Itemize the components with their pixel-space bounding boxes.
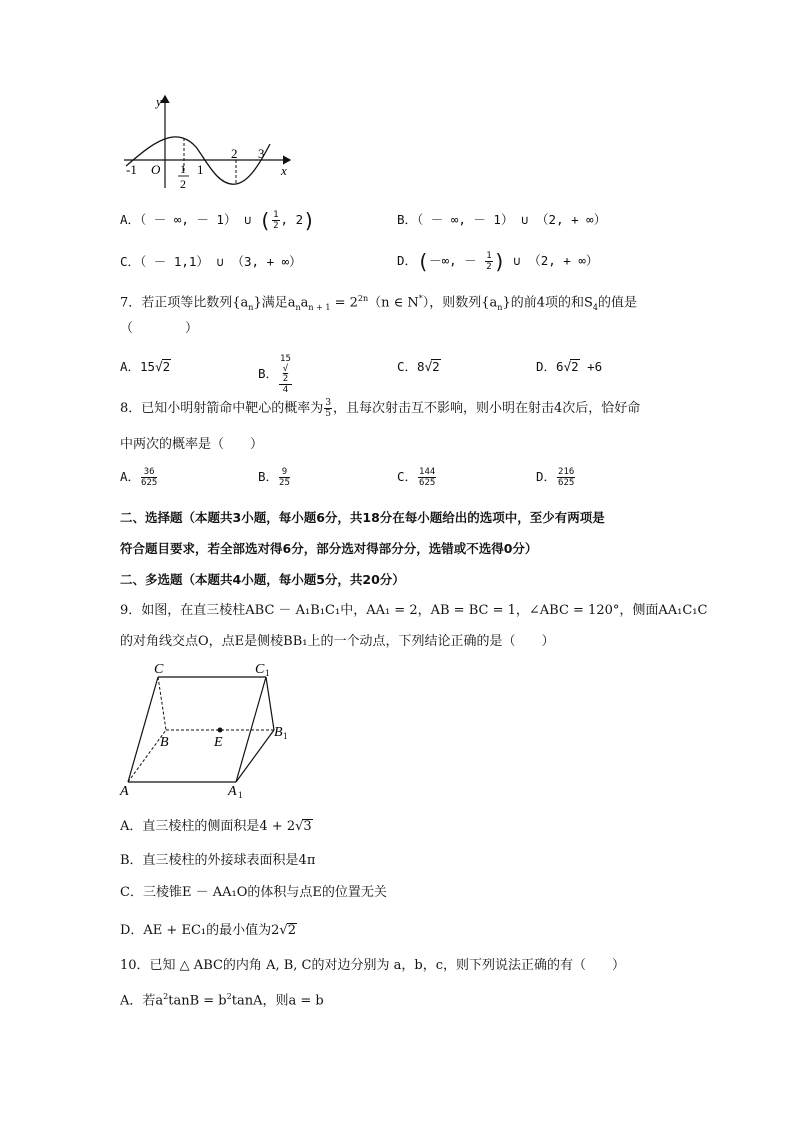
q7-stem [120, 290, 637, 317]
option-text: +6 [579, 359, 603, 374]
q9-option-a: A．直三棱柱的侧面积是4 + 2√3 [120, 819, 312, 834]
q9-stem [120, 602, 707, 620]
q7-option-a: A．15√2 [120, 359, 171, 374]
section-text: 二、选择题（本题共3小题，每小题6分，共18分在每小题给出的选项中，至少有两项是 [120, 510, 605, 525]
label-B1: B [274, 725, 283, 740]
label-sub1: 1 [265, 668, 270, 678]
radicand: 2 [162, 359, 171, 374]
option-letter: A． [120, 212, 141, 227]
q8-stem-line2 [120, 436, 263, 454]
option-text: tanA，则a = b [231, 993, 324, 1009]
q6-option-b [397, 211, 606, 229]
superscript: 2 [226, 992, 232, 1001]
stem-part: 7．若正项等比数列{a [120, 295, 249, 311]
edge-A1B1 [236, 730, 274, 782]
radicand: 3 [303, 819, 312, 834]
q7-option-b [258, 354, 293, 395]
tick-neg1: -1 [126, 162, 137, 177]
y-label: y [156, 94, 162, 109]
option-letter: D． [536, 359, 557, 374]
edge-CA [128, 677, 158, 782]
stem-part: 的对角线交点O，点E是侧棱BB₁上的一个动点，下列结论正确的是（ ） [120, 634, 555, 649]
label-E: E [214, 735, 223, 750]
frac-num: 36 [141, 467, 157, 478]
section-header-choice-line2 [120, 539, 537, 557]
prism-figure [116, 660, 296, 800]
fraction [324, 398, 332, 419]
frac-num: 144 [419, 467, 436, 477]
frac-num: 15 √ 2 [280, 354, 291, 384]
q8-option-d [536, 467, 576, 488]
option-text: , 2 [280, 212, 304, 227]
fraction [279, 467, 290, 488]
label-sub1: 1 [238, 790, 243, 800]
fraction [279, 354, 292, 395]
superscript: 2n [357, 294, 369, 303]
q8-option-a [120, 467, 158, 488]
frac-den: 2 [273, 221, 279, 231]
section-text: 符合题目要求，若全部选对得6分，部分选对得部分分，选错或不选得0分） [120, 541, 538, 556]
subscript: n [497, 302, 503, 312]
option-text: tanB = b [168, 993, 227, 1009]
stem-part: }满足a [253, 295, 296, 311]
frac-num: 3 [325, 398, 332, 408]
subscript: n + 1 [308, 302, 331, 312]
coef: 8 [417, 359, 425, 374]
fraction [557, 467, 575, 488]
stem-part: a [300, 295, 309, 311]
label-A: A [120, 784, 129, 799]
stem-part: 的值是 [598, 295, 638, 311]
option-letter: A． [120, 359, 141, 374]
option-letter: C． [397, 359, 418, 374]
option-text: D．AE + EC₁的最小值为2 [120, 923, 280, 938]
label-C: C [154, 662, 164, 677]
frac-num: 1 [273, 210, 279, 220]
tick-1: 1 [197, 162, 204, 177]
option-text: A．直三棱柱的侧面积是4 + 2 [120, 819, 296, 834]
option-letter: B． [397, 212, 418, 227]
paren-left: ( [417, 249, 430, 274]
q6-option-a [120, 210, 315, 231]
paren-right: ) [493, 249, 506, 274]
tick-3: 3 [258, 146, 265, 161]
option-text: （ － 1,1） ∪ （3, + ∞） [140, 254, 302, 269]
q8-option-b [258, 467, 291, 488]
option-letter: B． [258, 366, 279, 381]
option-text: （ － ∞, － 1） ∪ （2, + ∞） [417, 212, 607, 227]
coef: 15 [280, 354, 291, 364]
frac-den: 625 [419, 478, 436, 488]
subscript: 4 [592, 302, 598, 312]
q8-stem [120, 398, 640, 419]
radicand: 2 [282, 374, 289, 384]
option-letter: D． [536, 469, 557, 484]
frac-num: 216 [558, 467, 575, 477]
frac-num: 1 [486, 251, 492, 261]
stem-part: ，且每次射击互不影响，则小明在射击4次后，恰好命 [333, 401, 641, 416]
stem-part: = 2 [330, 295, 358, 311]
tick-half-den: 2 [180, 177, 186, 191]
edge-C1B1 [266, 677, 274, 730]
tick-half-num: 1 [180, 162, 186, 176]
stem-part: }的前4项的和S [502, 295, 593, 311]
frac-den: 5 [325, 409, 332, 419]
option-letter: D． [397, 253, 418, 268]
option-text: （ － ∞, － 1） ∪ [140, 212, 260, 227]
coef: 15 [140, 359, 156, 374]
option-text: B．直三棱柱的外接球表面积是4π [120, 853, 316, 868]
section-text: 二、多选题（本题共4小题，每小题5分，共20分） [120, 572, 405, 587]
stem-part: 中两次的概率是（ ） [120, 437, 264, 452]
section-header-multi [120, 570, 405, 588]
frac-den: 25 [279, 478, 290, 488]
stem-part: 10．已知 △ ABC的内角 A, B, C的对边分别为 a，b，c，则下列说法正确的有（ ） [120, 958, 625, 973]
paren-left: ( [259, 208, 272, 233]
point-E [218, 728, 223, 733]
q7-option-c: C．8√2 [397, 359, 440, 374]
option-text: ∪ （2, + ∞） [505, 253, 599, 268]
answer-blank: （ ） [120, 321, 199, 336]
stem-part: 8．已知小明射箭命中靶心的概率为 [120, 401, 324, 416]
paren-right: ) [303, 208, 316, 233]
x-label: x [281, 163, 287, 178]
option-letter: A． [120, 469, 141, 484]
edge-CB [158, 677, 166, 730]
frac-den: 4 [282, 385, 289, 395]
label-sub1: 1 [283, 731, 288, 741]
option-letter: C． [120, 254, 141, 269]
subscript: n [295, 302, 301, 312]
radicand: 2 [571, 359, 579, 374]
function-graph [118, 92, 298, 192]
stem-part: ），则数列{a [422, 295, 498, 311]
q6-option-c [120, 253, 302, 271]
superscript: * [418, 294, 423, 303]
option-text: A．若a [120, 993, 164, 1009]
q10-stem [120, 957, 625, 975]
coef: 6 [556, 359, 564, 374]
q9-option-c [120, 884, 387, 902]
q9-option-b [120, 852, 315, 870]
stem-part: 9．如图，在直三棱柱ABC － A₁B₁C₁中，AA₁ = 2，AB = BC = 1，∠ABC = 120°，侧面AA₁C₁C [120, 603, 708, 618]
q9-option-d: D．AE + EC₁的最小值为2√2 [120, 923, 296, 938]
fraction [418, 467, 436, 488]
frac-den: 2 [486, 262, 492, 272]
q6-option-d [397, 251, 598, 272]
origin-label: O [151, 162, 161, 177]
section-header-choice [120, 508, 605, 526]
label-B: B [160, 735, 169, 750]
option-text: －∞, － [429, 253, 485, 268]
frac-num: 9 [279, 467, 290, 478]
stem-part: （n ∈ N [368, 295, 419, 311]
option-text: C．三棱锥E － AA₁O的体积与点E的位置无关 [120, 885, 387, 900]
q7-blank [120, 320, 198, 338]
option-letter: B． [258, 469, 279, 484]
tick-2: 2 [231, 146, 238, 161]
fraction [485, 251, 492, 272]
q10-option-a [120, 988, 324, 1010]
fraction [141, 467, 157, 488]
frac-den: 625 [141, 478, 158, 488]
fraction [272, 210, 279, 231]
q7-option-d: D．6√2 +6 [536, 359, 603, 374]
superscript: 2 [163, 992, 169, 1001]
q8-option-c [397, 467, 437, 488]
q9-stem-line2 [120, 633, 554, 651]
label-A1: A [228, 784, 237, 799]
option-letter: C． [397, 469, 418, 484]
radicand: 2 [432, 359, 440, 374]
frac-den: 625 [558, 478, 575, 488]
radicand: 2 [287, 923, 296, 938]
subscript: n [248, 302, 254, 312]
label-C1: C [255, 662, 265, 677]
